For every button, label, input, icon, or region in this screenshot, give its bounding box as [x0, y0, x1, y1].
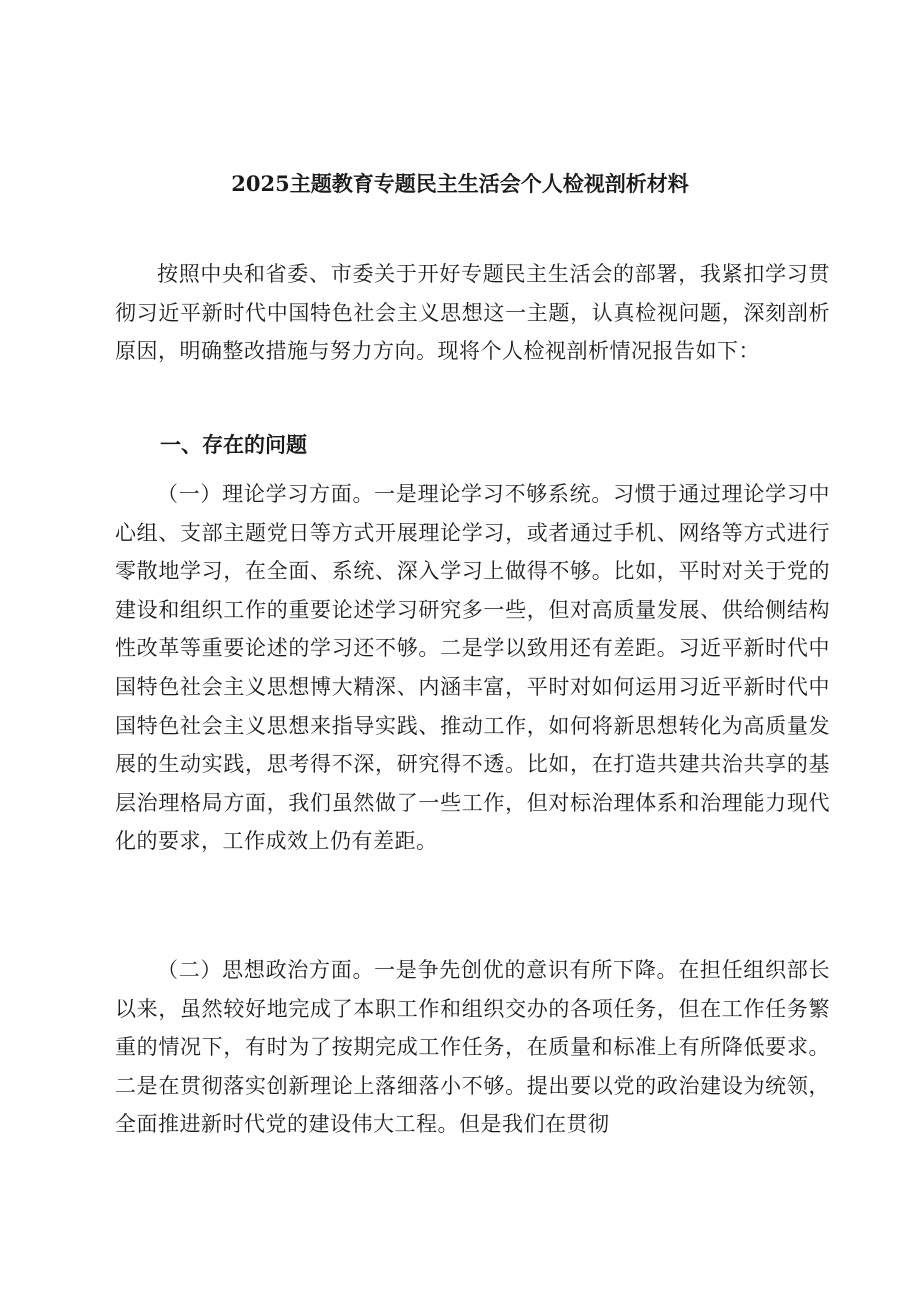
- intro-paragraph: 按照中央和省委、市委关于开好专题民主生活会的部署，我紧扣学习贯彻习近平新时代中国特色社会主义思想这一主题，认真检视问题，深刻剖析原因，明确整改措施与努力方向。现将个人检视剖析情况报告如下：: [115, 262, 830, 364]
- paragraph-ideology-politics: （二）思想政治方面。一是争先创优的意识有所下降。在担任组织部长以来，虽然较好地完成了本职工作和组织交办的各项任务，但在工作任务繁重的情况下，有时为了按期完成工作任务，在质量和标准上有所降低要求。二是在贯彻落实创新理论上落细落小不够。提出要以党的政治建设为统领，全面推进新时代党的建设伟大工程。但是我们在贯彻: [115, 958, 830, 1137]
- section-heading-problems: 一、存在的问题: [160, 433, 307, 457]
- paragraph-theory-study: （一）理论学习方面。一是理论学习不够系统。习惯于通过理论学习中心组、支部主题党日等方式开展理论学习，或者通过手机、网络等方式进行零散地学习，在全面、系统、深入学习上做得不够。比如，平时对关于党的建设和组织工作的重要论述学习研究多一些，但对高质量发展、供给侧结构性改革等重要论述的学习还不够。二是学以致用还有差距。习近平新时代中国特色社会主义思想博大精深、内涵丰富，平时对如何运用习近平新时代中国特色社会主义思想来指导实践、推动工作，如何将新思想转化为高质量发展的生动实践，思考得不深，研究得不透。比如，在打造共建共治共享的基层治理格局方面，我们虽然做了一些工作，但对标治理体系和治理能力现代化的要求，工作成效上仍有差距。: [115, 482, 830, 854]
- document-title: 2025主题教育专题民主生活会个人检视剖析材料: [231, 171, 689, 196]
